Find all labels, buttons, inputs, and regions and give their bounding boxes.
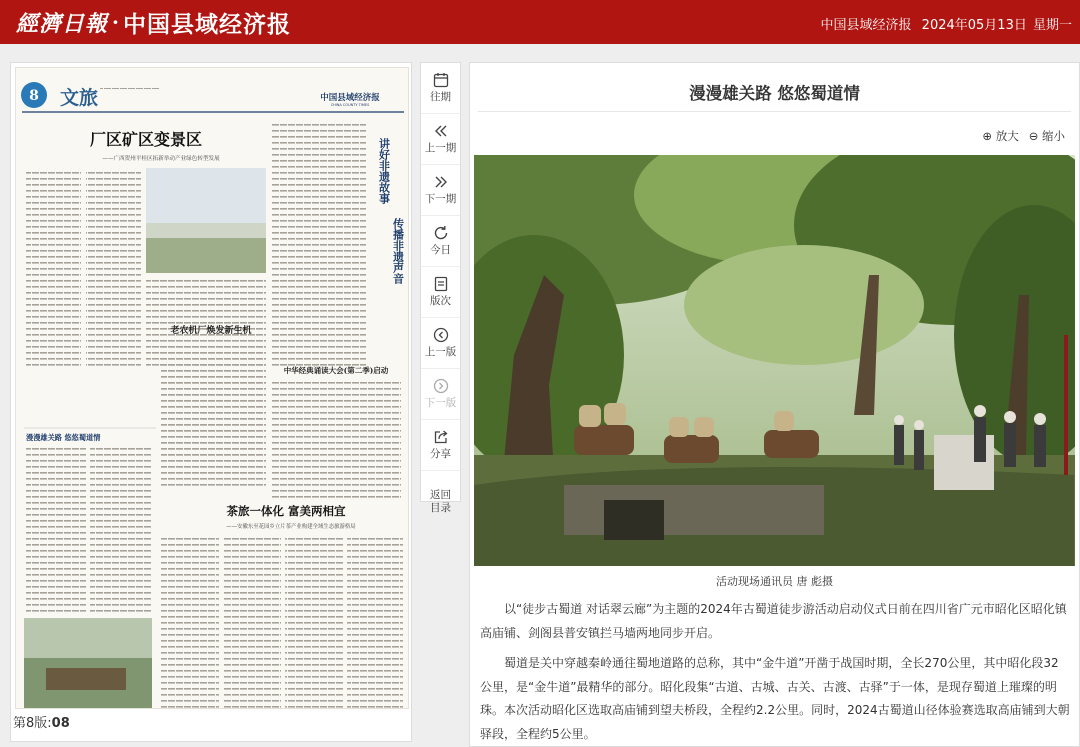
newspaper-layout [16, 68, 409, 709]
logo-separator: · [112, 10, 119, 34]
page-label-number: 08 [51, 716, 70, 731]
masthead: 中国县域经济报 [320, 93, 380, 103]
calendar-icon [433, 72, 449, 88]
zoom-in-button[interactable] [982, 128, 1018, 144]
zoom-out-icon: ⊖ [1028, 129, 1039, 143]
zoom-in-label: 放大 [995, 129, 1019, 143]
tool-share[interactable] [421, 420, 460, 471]
circle-chevron-right-icon [433, 378, 449, 394]
tool-next-page[interactable] [421, 369, 460, 420]
logo-main: 經濟日報 [16, 10, 109, 37]
page-number-badge-text: 8 [29, 88, 39, 104]
article-photo[interactable] [474, 155, 1075, 566]
title-divider [478, 111, 1071, 112]
tool-label: 往期 [430, 91, 451, 103]
tool-label: 上一期 [424, 142, 457, 154]
tool-label: 下一版 [424, 397, 457, 409]
paper-headline-4: 漫漫雄关路 悠悠蜀道情 [26, 433, 101, 442]
publication-name: 中国县域经济报 [820, 18, 912, 33]
article-panel [469, 62, 1080, 747]
paper-headline-vertical-1: 讲好非遗故事 [377, 138, 391, 204]
issue-info [815, 14, 1072, 33]
page-label [13, 712, 70, 731]
double-chevron-left-icon [433, 123, 449, 139]
logo-subtitle: 中国县域经济报 [122, 10, 291, 38]
zoom-out-label: 缩小 [1042, 129, 1065, 143]
page-label-prefix: 第8版: [13, 716, 52, 731]
navigation-toolbar [420, 62, 461, 514]
paper-headline-2: 老农机厂焕发新生机 [170, 326, 252, 336]
forest-path-photo [474, 155, 1075, 566]
section-name: 文旅 [60, 87, 99, 109]
double-chevron-right-icon [433, 174, 449, 190]
article-paragraph-1: 以“徒步古蜀道 对话翠云廊”为主题的2024年古蜀道徒步游活动启动仪式日前在四川省广元市昭化区昭化镇高庙铺、剑阁县普安镇拦马墙两地同步开启。 [480, 602, 1067, 640]
tool-today[interactable] [421, 216, 460, 267]
article-paragraph-2: 蜀道是关中穿越秦岭通往蜀地道路的总称，其中“金牛道”开凿于战国时期，全长270公里，其中昭化段32公里，是“金牛道”最精华的部分。昭化段集“古道、古城、古关、古渡、古驿”于一体，是现存蜀道上璀璨的明珠。本次活动昭化区选取高庙铺到望夫桥段，全程约2.2公里。同时，2024古蜀道山径体验赛选取高庙铺到大朝驿段，全程约5公里。 [480, 656, 1070, 741]
zoom-out-button[interactable] [1029, 128, 1065, 144]
tool-label: 上一版 [424, 346, 457, 358]
circle-chevron-left-icon [433, 327, 449, 343]
photo-caption: 活动现场通讯员 唐 彪摄 [716, 575, 833, 588]
tool-past-issues[interactable] [421, 63, 460, 114]
zoom-controls [982, 128, 1065, 144]
tool-label: 下一期 [424, 193, 457, 205]
tool-label: 今日 [430, 244, 451, 256]
newspaper-page-image[interactable] [15, 67, 409, 709]
zoom-in-icon: ⊕ [982, 129, 993, 143]
tool-label: 返回目录 [430, 489, 451, 514]
paper-headline-5: 茶旅一体化 富美两相宜 [226, 504, 346, 518]
issue-date: 2024年05月13日 [921, 18, 1027, 33]
tool-label: 版次 [430, 295, 451, 307]
paper-headline-3: 中华经典诵读大会(第二季)启动 [283, 366, 389, 375]
article-title: 漫漫雄关路 悠悠蜀道情 [689, 84, 860, 103]
tool-prev-issue[interactable] [421, 114, 460, 165]
paper-subheadline-5: ——安徽东至花园乡立片茶产业构建全域生态旅游格局 [226, 524, 356, 530]
masthead-en: CHINA COUNTY TIMES [330, 103, 370, 107]
paper-headline-1: 厂区矿区变景区 [89, 130, 203, 149]
tool-label: 分享 [430, 448, 451, 460]
share-icon [433, 429, 449, 445]
tool-page-list[interactable] [421, 267, 460, 318]
paper-headline-vertical-2: 传播非遗声音 [391, 218, 405, 284]
tool-prev-page[interactable] [421, 318, 460, 369]
tool-back-to-index[interactable] [421, 471, 460, 533]
refresh-icon [433, 225, 449, 241]
issue-weekday: 星期一 [1032, 18, 1072, 33]
top-banner [0, 0, 1080, 44]
page-icon [433, 276, 449, 292]
site-logo[interactable] [16, 7, 291, 37]
newspaper-page-panel [10, 62, 412, 742]
tool-next-issue[interactable] [421, 165, 460, 216]
paper-subheadline-1: ——广西贺州平桂区拓新举动产业绿色转型发展 [102, 156, 220, 162]
